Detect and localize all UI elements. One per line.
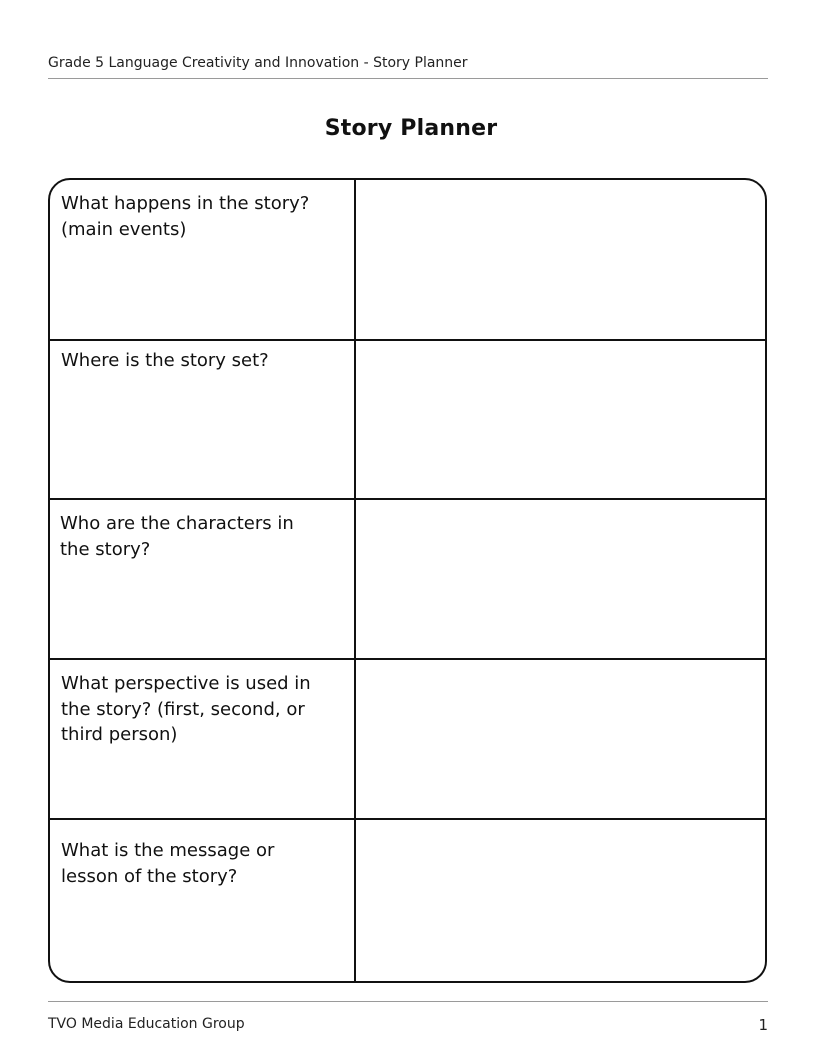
header-divider: [48, 78, 768, 79]
prompt-line: third person): [61, 724, 178, 745]
prompt-line: the story?: [60, 538, 151, 560]
prompt-characters: [60, 511, 345, 562]
prompt-line: Where is the story set?: [61, 350, 269, 371]
story-planner-table: [48, 178, 767, 983]
footer-organization: TVO Media Education Group: [48, 1016, 245, 1032]
answer-cell-main-events[interactable]: [356, 180, 765, 339]
page-number: 1: [758, 1016, 768, 1034]
prompt-line: (main events): [61, 218, 187, 240]
prompt-line: lesson of the story?: [61, 865, 238, 887]
answer-cell-message[interactable]: [356, 820, 765, 981]
prompt-perspective: [61, 671, 346, 748]
header-course-title: Grade 5 Language Creativity and Innovation - Story Planner: [48, 55, 468, 71]
prompt-setting: [61, 348, 346, 374]
answer-cell-setting[interactable]: [356, 341, 765, 498]
footer-divider: [48, 1001, 768, 1002]
prompt-line: the story? (first, second, or: [61, 698, 305, 720]
prompt-main-events: [61, 191, 346, 242]
prompt-line: What is the message or: [61, 840, 275, 861]
page-title: Story Planner: [324, 116, 498, 141]
answer-cell-characters[interactable]: [356, 500, 765, 658]
prompt-line: What happens in the story?: [61, 193, 310, 214]
prompt-line: What perspective is used in: [61, 673, 311, 694]
prompt-line: Who are the characters in: [60, 513, 294, 534]
prompt-message: [61, 838, 346, 889]
answer-cell-perspective[interactable]: [356, 660, 765, 818]
